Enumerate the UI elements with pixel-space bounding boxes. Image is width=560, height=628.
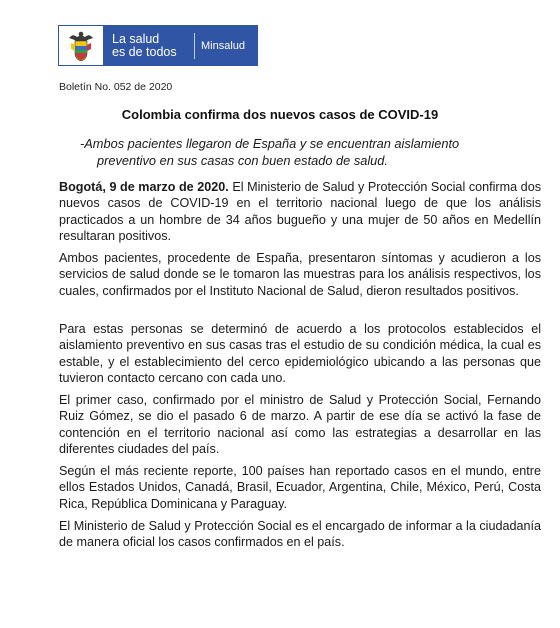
paragraph-1-text: El Ministerio de Salud y Protección Social confirma dos nuevos casos de COVID-19 en el territorio nacional luego de que los análisis practicados a un hombre de 34 años bugueño y una mujer de 50 años en Medellín resultaran positivos. bbox=[59, 180, 541, 243]
minsalud-logo bbox=[58, 25, 258, 66]
brand-name: Minsalud bbox=[201, 39, 246, 52]
subtitle-line-1: -Ambos pacientes llegaron de España y se encuentran aislamiento bbox=[80, 136, 460, 151]
colombia-coat-of-arms-icon bbox=[58, 25, 104, 66]
subtitle-line-2: preventivo en sus casas con buen estado de salud. bbox=[97, 153, 388, 168]
paragraph-1 bbox=[59, 179, 541, 244]
paragraph-6: El Ministerio de Salud y Protección Social es el encargado de informar a la ciudadanía de manera oficial los casos confirmados en el país. bbox=[59, 519, 541, 550]
dateline: Bogotá, 9 de marzo de 2020. bbox=[59, 180, 229, 194]
paragraph-5: Según el más reciente reporte, 100 países han reportado casos en el mundo, entre ellos Estados Unidos, Canadá, Brasil, Ecuador, Argentina, Chile, México, Perú, Costa Rica, República Dominicana y Paraguay. bbox=[59, 464, 541, 511]
logo-divider bbox=[194, 33, 195, 59]
paragraph-4: El primer caso, confirmado por el ministro de Salud y Protección Social, Fernando Ruiz Gómez, se dio el pasado 6 de marzo. A partir de ese día se activó la fase de contención en el territorio nacional así como las estrategias a desarrollar en las diferentes ciudades del país. bbox=[59, 393, 541, 456]
paragraph-2: Ambos pacientes, procedente de España, presentaron síntomas y acudieron a los servicios de salud donde se le tomaron las muestras para los análisis respectivos, los cuales, confirmados por el Instituto Nacional de Salud, dieron resultados positivos. bbox=[59, 251, 541, 298]
paragraph-3: Para estas personas se determinó de acuerdo a los protocolos establecidos el aislamiento preventivo en sus casas tras el estudio de su condición médica, la cual es estable, y el establecimiento del cerco epidemiológico ubicando a las personas que tuvieron contacto cercano con cada uno. bbox=[59, 322, 541, 385]
slogan bbox=[112, 33, 192, 59]
bulletin-number: Boletín No. 052 de 2020 bbox=[59, 81, 173, 93]
subtitle bbox=[80, 135, 500, 169]
slogan-line-1: La salud bbox=[112, 31, 160, 46]
slogan-line-2: es de todos bbox=[112, 44, 177, 59]
page-title: Colombia confirma dos nuevos casos de COVID-19 bbox=[121, 107, 439, 122]
